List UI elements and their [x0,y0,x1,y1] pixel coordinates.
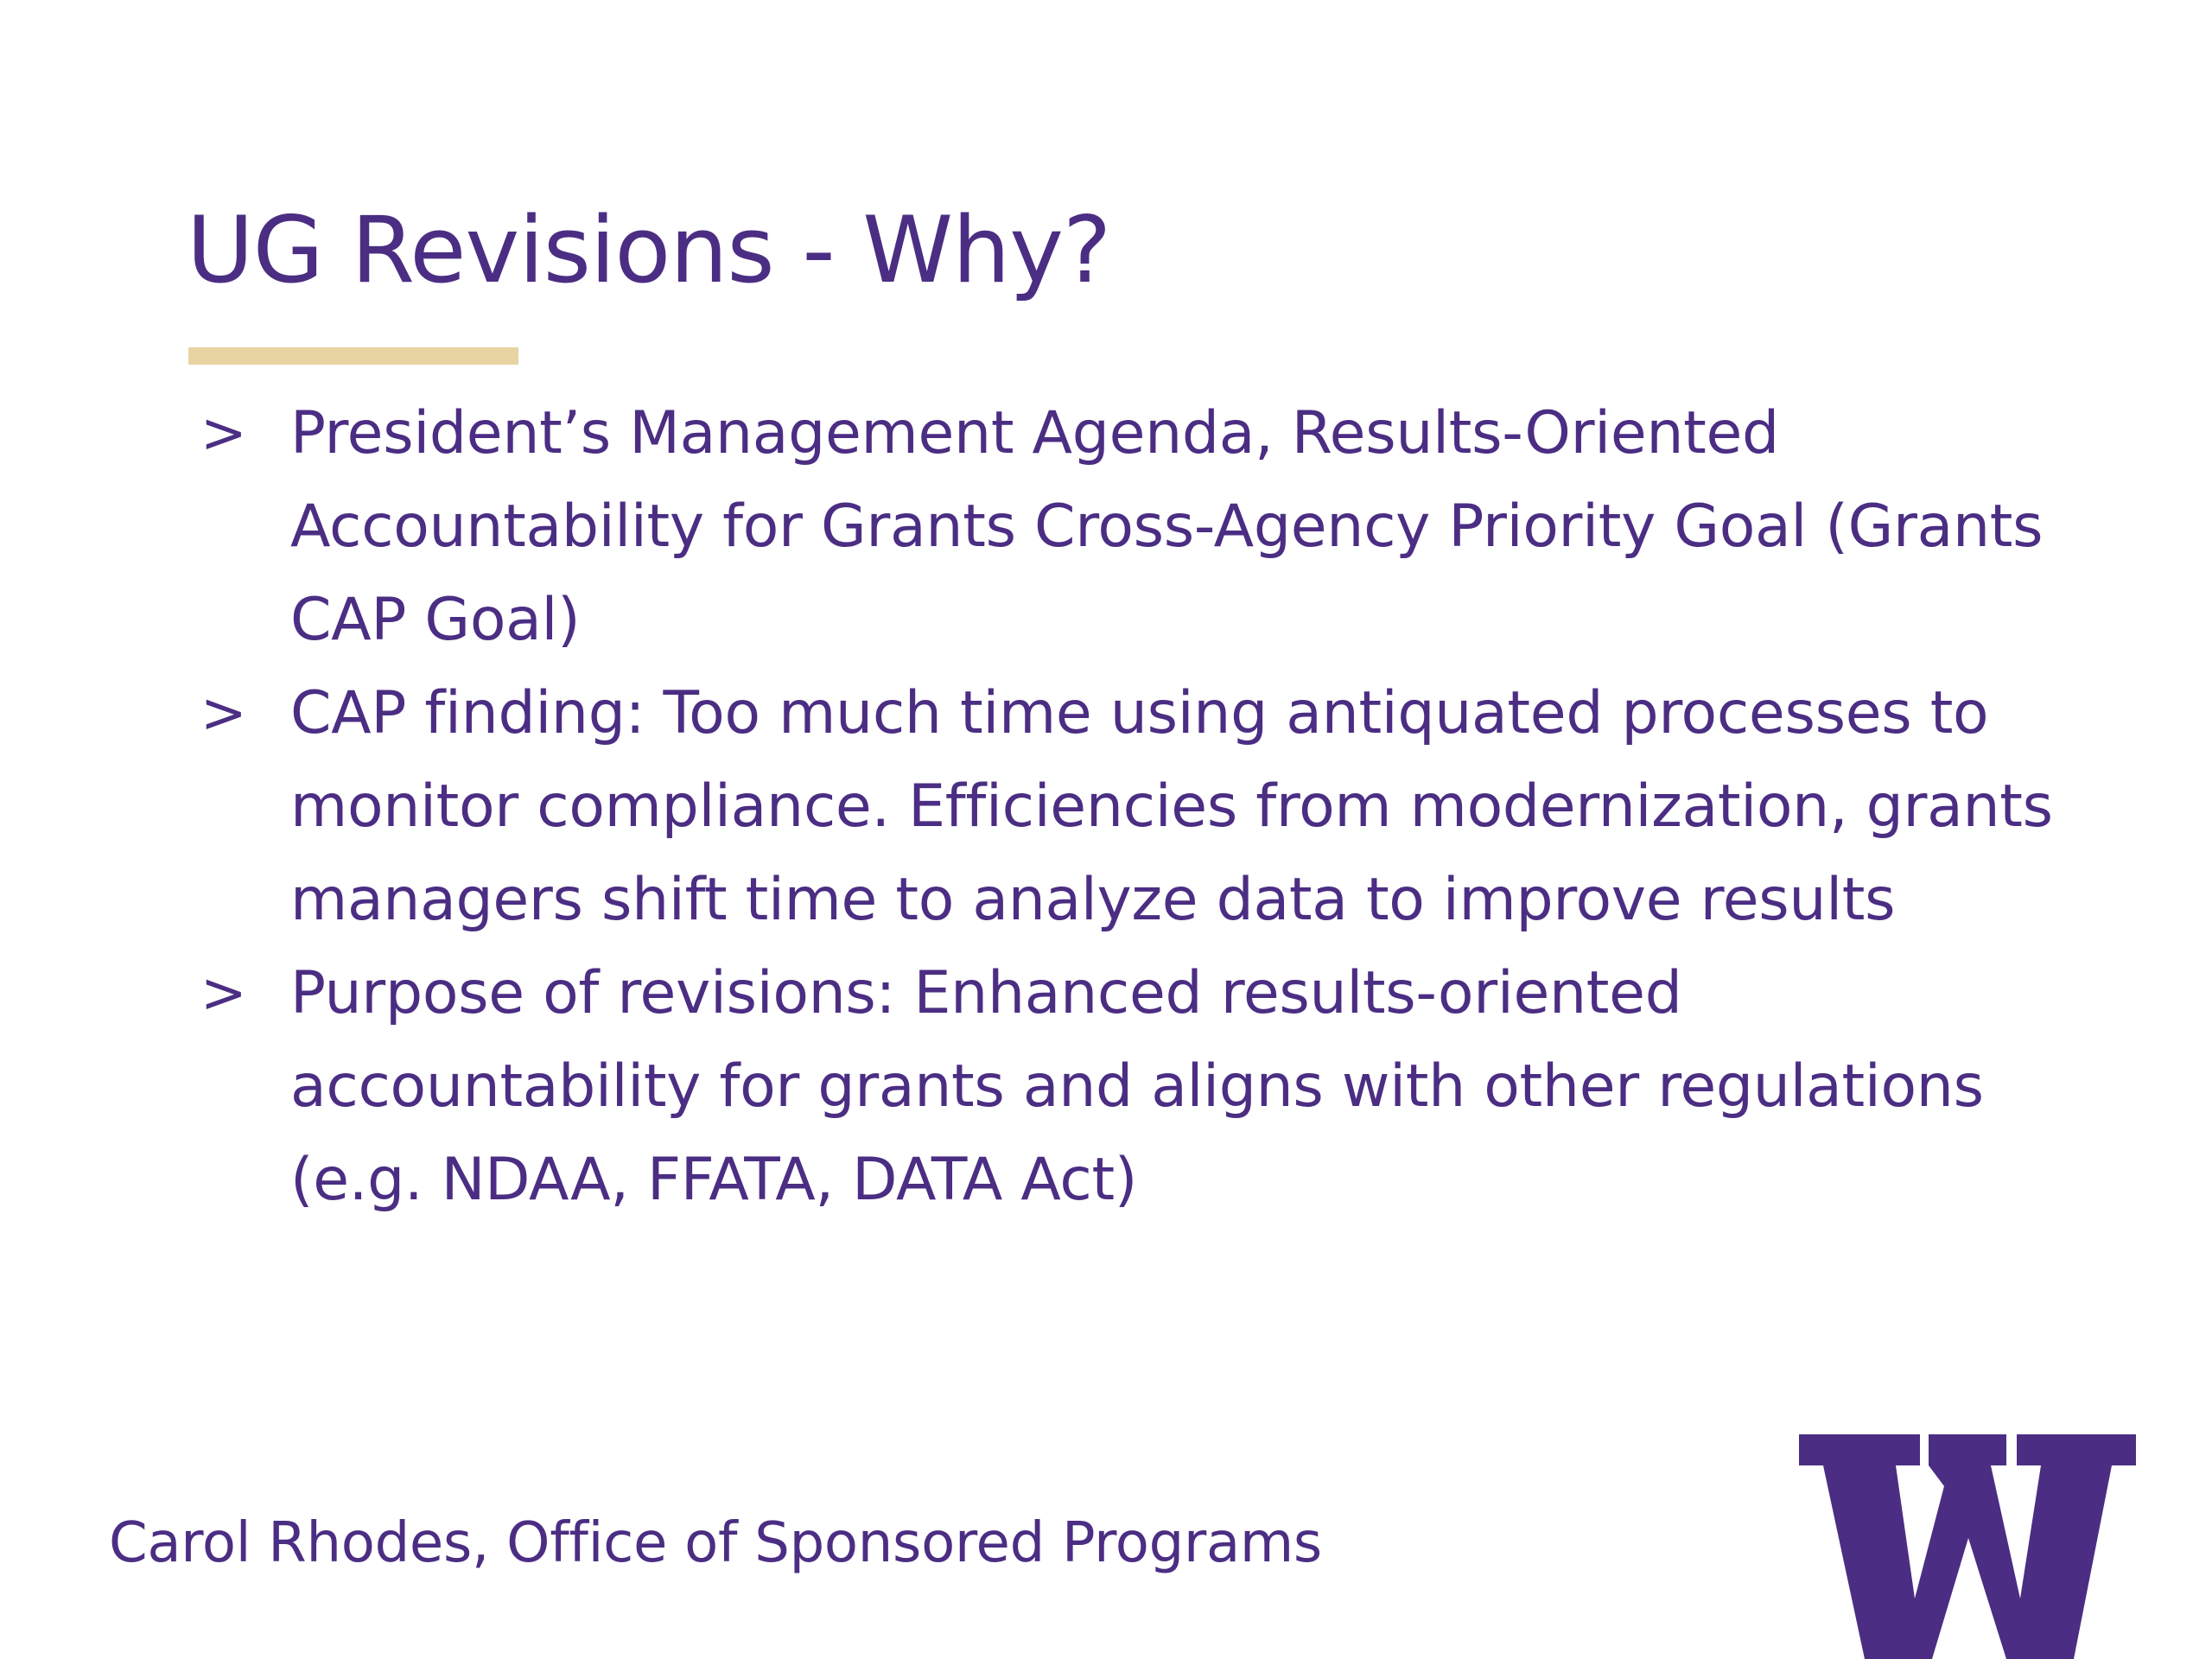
bullet-text: CAP finding: Too much time using antiquated processes to monitor compliance. Efficiencies from modernization, grants managers shift time to analyze data to improve results [290,679,2053,934]
footer-credit: Carol Rhodes, Office of Sponsored Programs [109,1511,1322,1575]
bullet-item [200,667,2067,947]
chevron-right-icon: > [200,962,247,1026]
chevron-right-icon: > [200,682,247,746]
bullet-item [200,387,2067,667]
bullet-text: Purpose of revisions: Enhanced results-oriented accountability for grants and aligns with other regulations (e.g. NDAA, FFATA, DATA Act) [290,959,1984,1214]
bullet-text: President’s Management Agenda, Results-Oriented Accountability for Grants Cross-Agency Priority Goal (Grants CAP Goal) [290,399,2044,654]
chevron-right-icon: > [200,402,247,466]
bullet-item [200,947,2067,1227]
uw-w-logo-icon [1799,1434,2136,1659]
slide-title: UG Revisions - Why? [187,197,1111,303]
title-underline [188,347,518,365]
bullet-list [200,387,2067,1227]
